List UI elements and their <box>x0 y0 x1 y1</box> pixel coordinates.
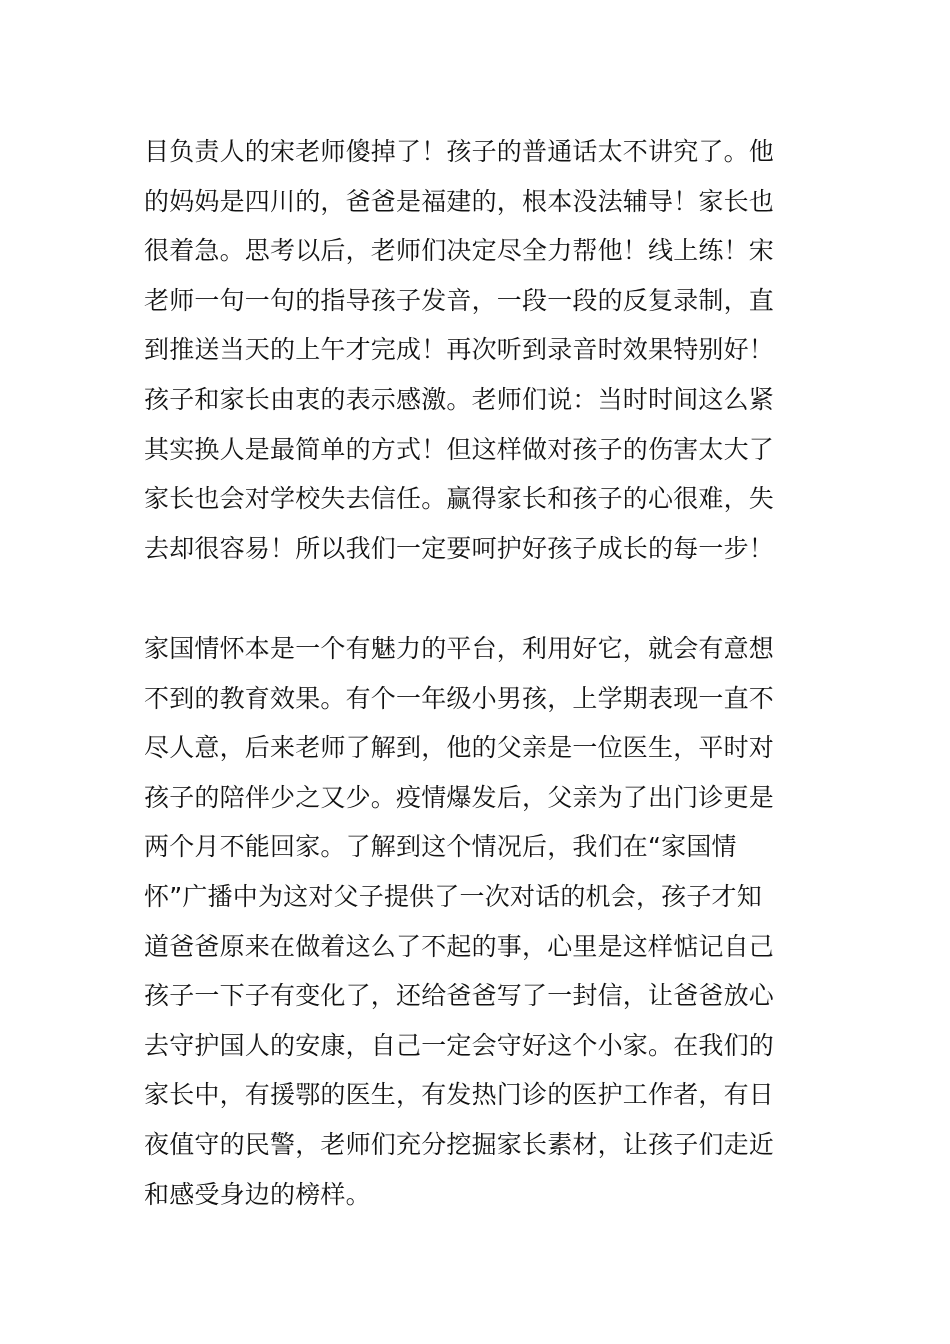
text-line: 怀”广播中为这对父子提供了一次对话的机会，孩子才知 <box>144 881 762 911</box>
text-line: 目负责人的宋老师傻掉了！孩子的普通话太不讲究了。他 <box>144 137 775 166</box>
text-line: 家长中，有援鄂的医生，有发热门诊的医护工作者，有日 <box>144 1080 775 1110</box>
text-line: 夜值守的民警，老师们充分挖掘家长素材，让孩子们走近 <box>144 1129 775 1159</box>
text-line: 孩子的陪伴少之又少。疫情爆发后，父亲为了出门诊更是 <box>144 782 775 812</box>
text-line: 和感受身边的榜样。 <box>144 1179 371 1209</box>
text-line: 两个月不能回家。了解到这个情况后，我们在“家国情 <box>144 832 737 862</box>
text-line: 去却很容易！所以我们一定要呵护好孩子成长的每一步！ <box>144 533 775 563</box>
paragraph-1 <box>144 127 814 573</box>
text-line: 不到的教育效果。有个一年级小男孩，上学期表现一直不 <box>144 683 775 713</box>
text-line: 尽人意，后来老师了解到，他的父亲是一位医生，平时对 <box>144 733 775 763</box>
text-line: 道爸爸原来在做着这么了不起的事，心里是这样惦记自己 <box>144 931 775 961</box>
text-line: 的妈妈是四川的，爸爸是福建的，根本没法辅导！家长也 <box>144 186 775 216</box>
text-line: 孩子一下子有变化了，还给爸爸写了一封信，让爸爸放心 <box>144 981 775 1011</box>
text-line: 家国情怀本是一个有魅力的平台，利用好它，就会有意想 <box>144 634 775 663</box>
text-line: 其实换人是最简单的方式！但这样做对孩子的伤害太大了 <box>144 434 775 464</box>
text-line: 家长也会对学校失去信任。赢得家长和孩子的心很难，失 <box>144 484 775 514</box>
text-line: 孩子和家长由衷的表示感激。老师们说：当时时间这么紧 <box>144 384 775 414</box>
text-line: 去守护国人的安康，自己一定会守好这个小家。在我们的 <box>144 1030 775 1060</box>
text-line: 到推送当天的上午才完成！再次听到录音时效果特别好！ <box>144 335 775 365</box>
text-line: 老师一句一句的指导孩子发音，一段一段的反复录制，直 <box>144 285 775 315</box>
text-line: 很着急。思考以后，老师们决定尽全力帮他！线上练！宋 <box>144 236 775 266</box>
paragraph-2 <box>144 624 814 1219</box>
